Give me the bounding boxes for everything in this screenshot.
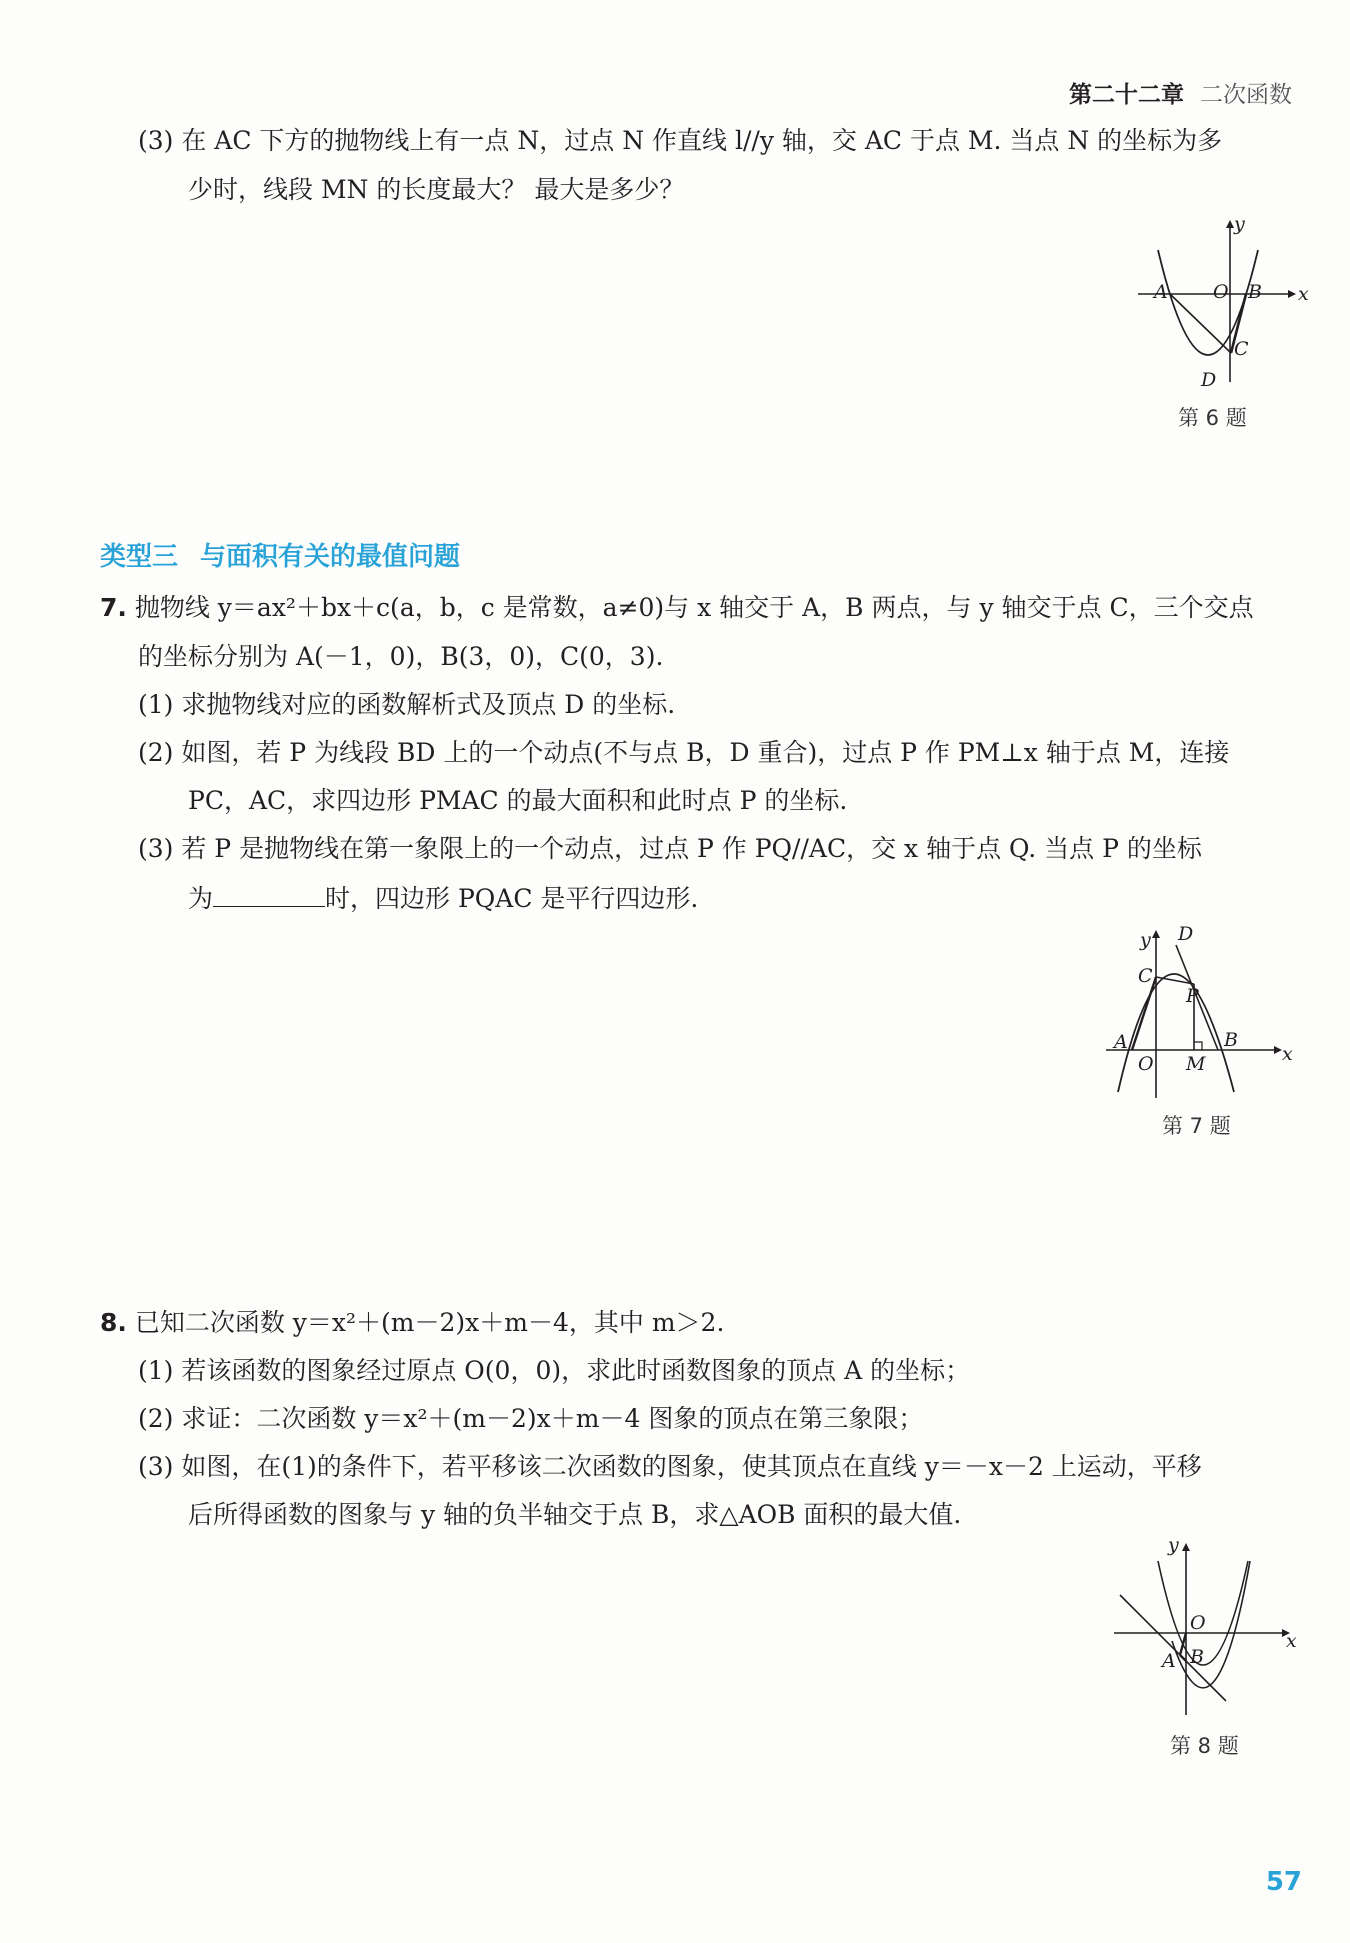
q7-segment-ac [1132,977,1156,1050]
q8-segment-ab [1180,1655,1186,1661]
q7-label-x: x [1282,1043,1293,1065]
q7-stem-line1: 抛物线 y＝ax²＋bx＋c(a，b，c 是常数，a≠0)与 x 轴交于 A，B 两点，与 y 轴交于点 C，三个交点 [134,593,1254,622]
q7-figure-caption: 第 7 题 [1162,1114,1231,1138]
q6-label-o: O [1213,281,1229,303]
section-name: 与面积有关的最值问题 [200,542,461,572]
q6-label-d: D [1201,369,1217,391]
q8-label-b: B [1190,1646,1204,1668]
q7-label-o: O [1138,1053,1154,1075]
q7-part2-line2: PC，AC，求四边形 PMAC 的最大面积和此时点 P 的坐标. [188,786,848,815]
q6-label-b: B [1248,281,1262,303]
q7-label-y: y [1140,929,1151,951]
q7-y-arrow [1152,930,1160,938]
q8-parabola-shifted [1172,1561,1250,1688]
q8-part3-line2: 后所得函数的图象与 y 轴的负半轴交于点 B，求△AOB 面积的最大值. [188,1500,962,1529]
q8-part2: (2) 求证：二次函数 y＝x²＋(m－2)x＋m－4 图象的顶点在第三象限； [138,1404,924,1433]
q6-figure-caption: 第 6 题 [1178,406,1247,430]
q6-label-x: x [1298,283,1309,305]
q7-label-d: D [1178,923,1194,945]
q7-answer-blank[interactable] [213,880,325,907]
q7-right-angle [1194,1042,1202,1050]
q7-line2: 的坐标分别为 A(－1，0)，B(3，0)，C(0，3). [138,642,664,671]
chapter-topic: 二次函数 [1200,82,1292,108]
page-number: 57 [1265,1867,1302,1897]
q6-x-arrow [1288,290,1296,298]
q7-number: 7. [100,593,127,622]
section-title [100,536,460,573]
q6-label-c: C [1234,338,1249,360]
q6-label-y: y [1234,213,1245,235]
q6-y-arrow [1226,220,1234,228]
q7-label-c: C [1138,965,1153,987]
q7-line1 [100,591,1254,625]
q7-label-m: M [1186,1053,1206,1075]
q7-part3-line1: (3) 若 P 是抛物线在第一象限上的一个动点，过点 P 作 PQ//AC，交 x 轴于点 Q. 当点 P 的坐标 [138,834,1202,863]
q8-label-x: x [1286,1630,1297,1652]
q7-x-arrow [1274,1046,1282,1054]
q8-part3-line1: (3) 如图，在(1)的条件下，若平移该二次函数的图象，使其顶点在直线 y＝－x－2 上运动，平移 [138,1452,1202,1481]
q8-segment-ao [1180,1633,1186,1655]
q7-parabola [1118,974,1234,1092]
q7-part3-line2 [188,880,698,916]
q7-part3-pre: 为 [188,884,214,913]
q8-y-arrow [1182,1543,1190,1551]
chapter-title: 第二十二章 [1069,82,1184,108]
q6-part3-line2: 少时，线段 MN 的长度最大？ 最大是多少？ [188,175,685,204]
q7-label-p: P [1186,985,1199,1007]
chapter-header [1069,76,1292,109]
q8-figure-caption: 第 8 题 [1170,1734,1239,1758]
q8-label-o: O [1190,1612,1206,1634]
q6-part3-line1: (3) 在 AC 下方的抛物线上有一点 N，过点 N 作直线 l//y 轴，交 AC 于点 M. 当点 N 的坐标为多 [138,126,1223,155]
q7-label-a: A [1114,1031,1128,1053]
q8-part1: (1) 若该函数的图象经过原点 O(0，0)，求此时函数图象的顶点 A 的坐标； [138,1356,971,1385]
q6-label-a: A [1154,281,1168,303]
q8-label-a: A [1162,1650,1176,1672]
q8-line1 [100,1306,724,1340]
q7-part2-line1: (2) 如图，若 P 为线段 BD 上的一个动点(不与点 B，D 重合)，过点 P 作 PM⊥x 轴于点 M，连接 [138,738,1230,767]
q8-number: 8. [100,1308,127,1337]
q8-line-y-neg-x-2 [1120,1595,1226,1701]
q8-stem-line1: 已知二次函数 y＝x²＋(m－2)x＋m－4，其中 m＞2. [134,1308,725,1337]
section-label: 类型三 [100,542,179,572]
q7-label-b: B [1224,1029,1238,1051]
q7-part1: (1) 求抛物线对应的函数解析式及顶点 D 的坐标. [138,690,676,719]
q7-part3-post: 时，四边形 PQAC 是平行四边形. [325,884,699,913]
q8-label-y: y [1168,1535,1179,1556]
